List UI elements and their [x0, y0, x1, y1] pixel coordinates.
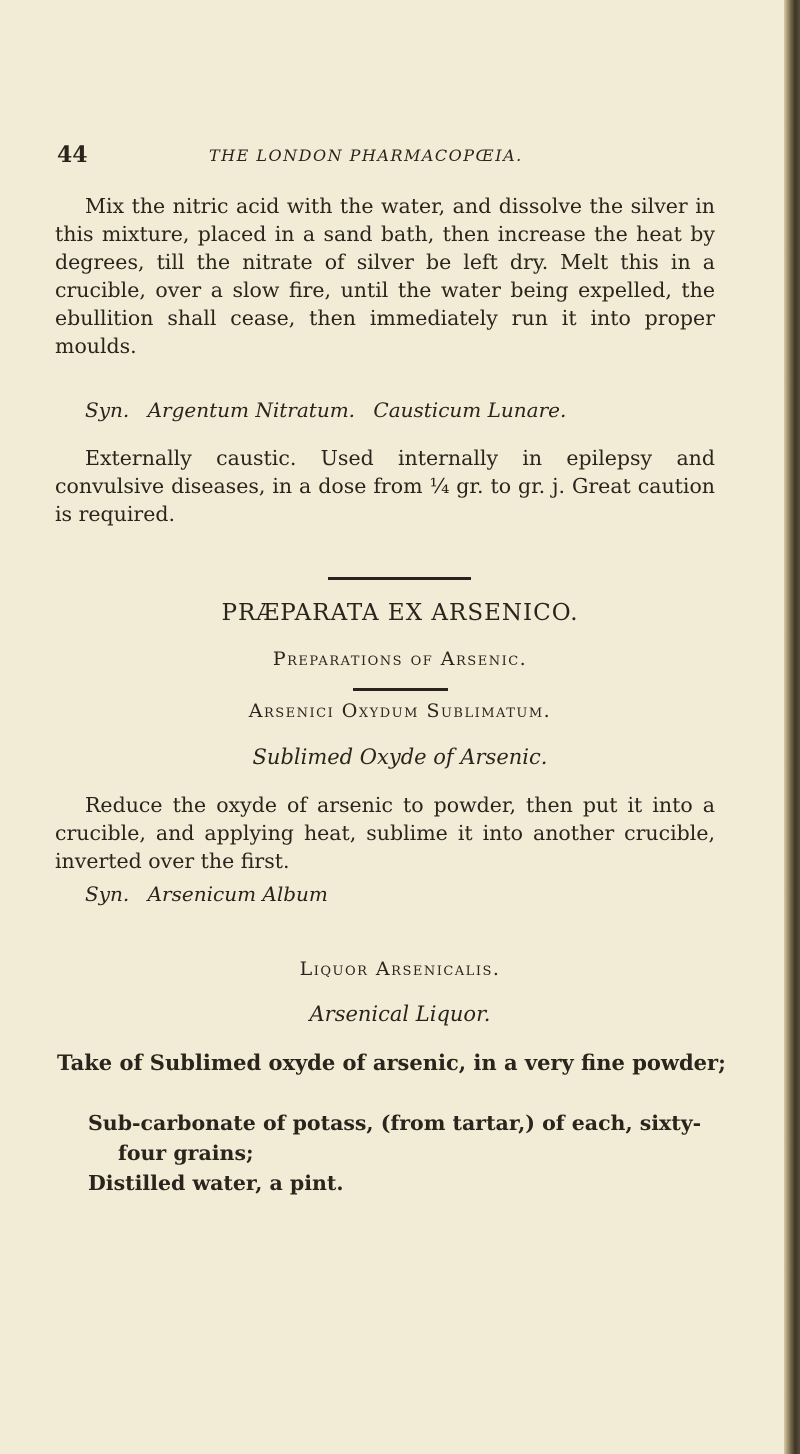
subsection-divider	[353, 688, 448, 691]
section-subtitle: Preparations of Arsenic.	[272, 648, 528, 670]
arsenic-oxide-heading: Arsenici Oxydum Sublimatum.	[248, 700, 552, 722]
running-title: THE LONDON PHARMACOPŒIA.	[209, 146, 523, 165]
paragraph-sublime-method: Reduce the oxyde of arsenic to powder, then put it into a crucible, and applying heat, sublime it into another crucible, inverted over the first.	[55, 793, 715, 873]
arsenic-oxide-english: Sublimed Oxyde of Arsenic.	[252, 745, 548, 769]
synonyms-silver	[85, 398, 578, 422]
recipe-ingredient-potass: Sub-carbonate of potass, (from tartar,) of each, sixty-four grains;	[88, 1111, 702, 1165]
syn-name-argentum: Argentum Nitratum.	[147, 398, 356, 422]
recipe-ingredient-water: Distilled water, a pint.	[88, 1171, 344, 1195]
synonyms-arsenic	[85, 882, 340, 906]
liquor-heading: Liquor Arsenicalis.	[299, 958, 501, 980]
syn-name-causticum: Causticum Lunare.	[373, 398, 567, 422]
page-number: 44	[57, 142, 88, 168]
page-header	[57, 142, 730, 172]
liquor-english: Arsenical Liquor.	[309, 1002, 491, 1026]
syn-label: Syn.	[85, 882, 130, 906]
paragraph-silver-use: Externally caustic. Used internally in epilepsy and convulsive diseases, in a dose from ¼ gr. to gr. j. Great caution is required.	[55, 446, 715, 526]
section-title: PRÆPARATA EX ARSENICO.	[221, 600, 579, 626]
section-divider	[328, 577, 471, 580]
syn-label: Syn.	[85, 398, 130, 422]
paragraph-nitrate-method: Mix the nitric acid with the water, and dissolve the silver in this mixture, placed in a sand bath, then increase the heat by degrees, till the nitrate of silver be left dry. Melt this in a crucible, over a slow fire, until the water being expelled, the ebullition shall cease, then immediately run it into proper moulds.	[55, 194, 715, 358]
page-edge	[784, 0, 800, 1454]
syn-name-arsenicum: Arsenicum Album	[147, 882, 328, 906]
recipe-intro: Take of Sublimed oxyde of arsenic, in a very fine powder;	[57, 1050, 726, 1075]
